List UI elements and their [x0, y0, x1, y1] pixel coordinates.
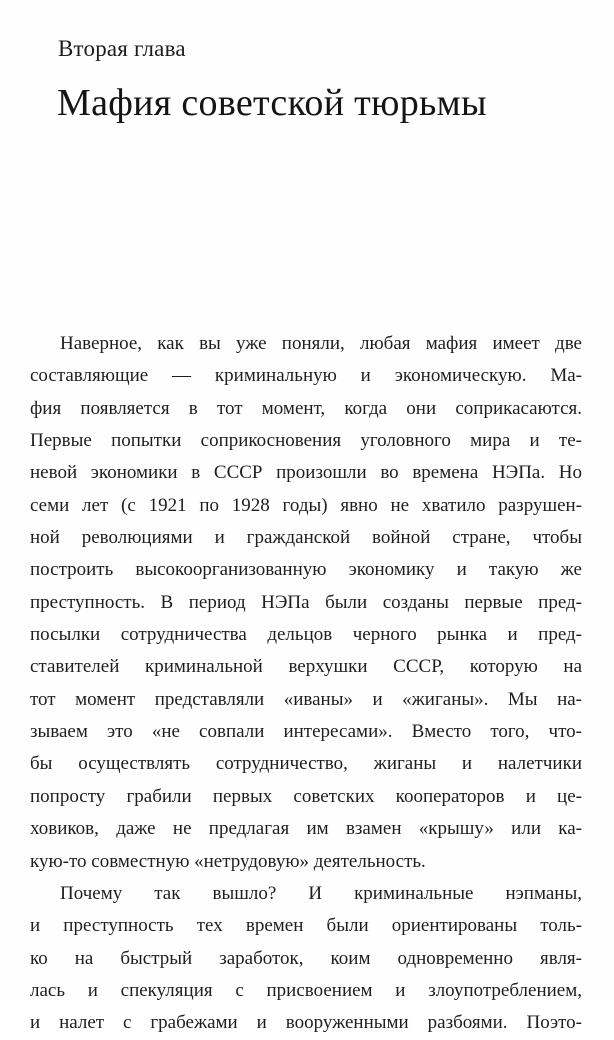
text-line: Почему так вышло? И криминальные нэпманы, — [60, 882, 582, 904]
text-line: Наверное, как вы уже поняли, любая мафия имеет две — [60, 333, 582, 354]
text-line: Первые попытки соприкосновения уголовного мира и те- — [30, 430, 582, 452]
text-line: семи лет (с 1921 по 1928 годы) явно не хватило разрушен- — [30, 494, 582, 516]
text-line: преступность. В период НЭПа были созданы первые пред- — [30, 591, 582, 613]
chapter-label: Вторая глава — [58, 36, 186, 61]
body-text — [30, 328, 582, 1040]
text-line: ставителей криминальной верхушки СССР, которую на — [30, 656, 582, 678]
text-line: ко на быстрый заработок, коим одновременно явля- — [30, 947, 582, 969]
text-line: посылки сотрудничества дельцов черного рынка и пред- — [30, 624, 582, 646]
text-line: и преступность тех времен были ориентированы толь- — [30, 915, 582, 937]
paragraph — [30, 328, 582, 878]
text-line: ной революциями и гражданской войной стране, чтобы — [30, 527, 582, 549]
text-line: невой экономики в СССР произошли во времена НЭПа. Но — [30, 462, 582, 484]
text-line: ховиков, даже не предлагая им взамен «крышу» или ка- — [30, 818, 582, 840]
text-line: тот момент представляли «иваны» и «жиганы». Мы на- — [30, 688, 582, 710]
text-line: лась и спекуляция с присвоением и злоупотреблением, — [30, 979, 582, 1001]
text-line: попросту грабили первых советских кооператоров и це- — [30, 785, 582, 807]
text-line: фия появляется в тот момент, когда они соприкасаются. — [30, 397, 582, 419]
text-line: построить высокоорганизованную экономику и такую же — [30, 559, 582, 581]
text-line: составляющие — криминальную и экономическую. Ма- — [30, 365, 582, 387]
text-line: зываем это «не совпали интересами». Вместо того, что- — [30, 721, 582, 743]
text-line: кую-то совместную «нетрудовую» деятельность. — [30, 850, 426, 872]
text-line: бы осуществлять сотрудничество, жиганы и налетчики — [30, 753, 582, 775]
text-line: и налет с грабежами и вооруженными разбоями. Поэто- — [30, 1012, 582, 1034]
chapter-title: Мафия советской тюрьмы — [57, 82, 487, 124]
paragraph — [30, 878, 582, 1040]
